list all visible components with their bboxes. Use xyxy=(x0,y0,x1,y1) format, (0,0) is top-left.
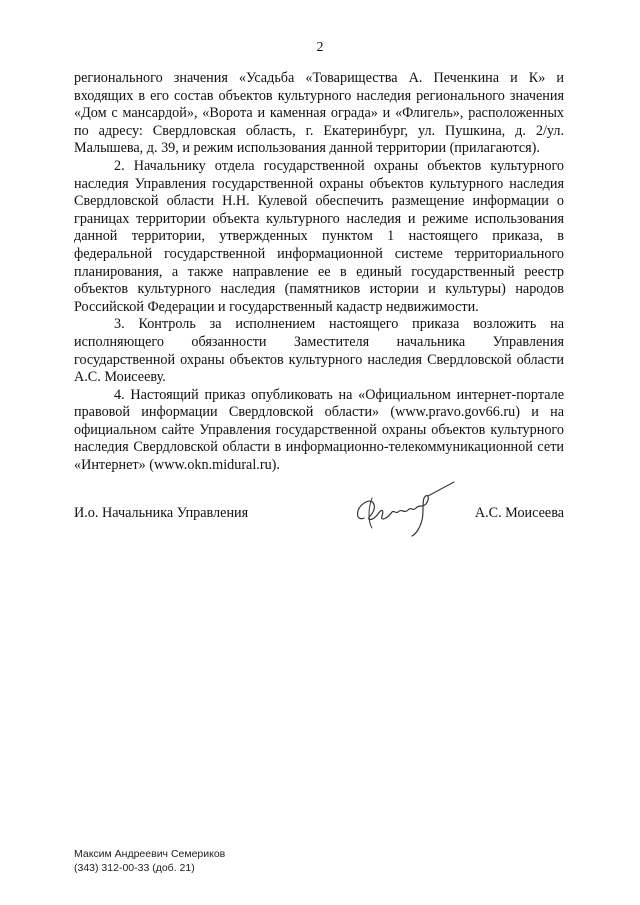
contact-block xyxy=(74,847,225,875)
paragraph-3: 3. Контроль за исполнением настоящего приказа возложить на исполняющего обязанности Заместителя начальника Управления государственной охраны объектов культурного наследия Свердловской области А.С. Моисееву. xyxy=(74,316,564,386)
handwritten-signature xyxy=(350,478,460,538)
signatory-name: А.С. Моисеева xyxy=(474,505,564,521)
paragraph-4: 4. Настоящий приказ опубликовать на «Официальном интернет-портале правовой информации Свердловской области» (www.pravo.gov66.ru) и на официальном сайте Управления государственной охраны объектов культурного наследия Свердловской области в информационно-телекоммуникационной сети «Интернет» (www.okn.midural.ru). xyxy=(74,386,564,474)
paragraph-1-continuation: регионального значения «Усадьба «Товарищества А. Печенкина и К» и входящих в его состав объектов культурного наследия регионального значения «Дом с мансардой», «Ворота и каменная ограда» и «Флигель», расположенных по адресу: Свердловская область, г. Екатеринбург, ул. Пушкина, д. 2/ул. Малышева, д. 39, и режим использования данной территории (прилагаются). xyxy=(74,70,564,157)
document-body xyxy=(74,70,564,475)
contact-name: Максим Андреевич Семериков xyxy=(74,848,226,860)
signatory-position: И.о. Начальника Управления xyxy=(74,505,249,521)
contact-phone: (343) 312-00-33 (доб. 21) xyxy=(74,862,195,874)
paragraph-2: 2. Начальнику отдела государственной охраны объектов культурного наследия Управления государственной охраны объектов культурного наследия Свердловской области Н.Н. Кулевой обеспечить размещение информации о границах территории объекта культурного наследия и режиме использования данной территории, утвержденных пунктом 1 настоящего приказа, в федеральной государственной информационной системе территориального планирования, а также направление ее в единый государственный реестр объектов культурного наследия (памятников истории и культуры) народов Российской Федерации и государственный кадастр недвижимости. xyxy=(74,157,564,315)
page-number: 2 xyxy=(316,40,324,55)
